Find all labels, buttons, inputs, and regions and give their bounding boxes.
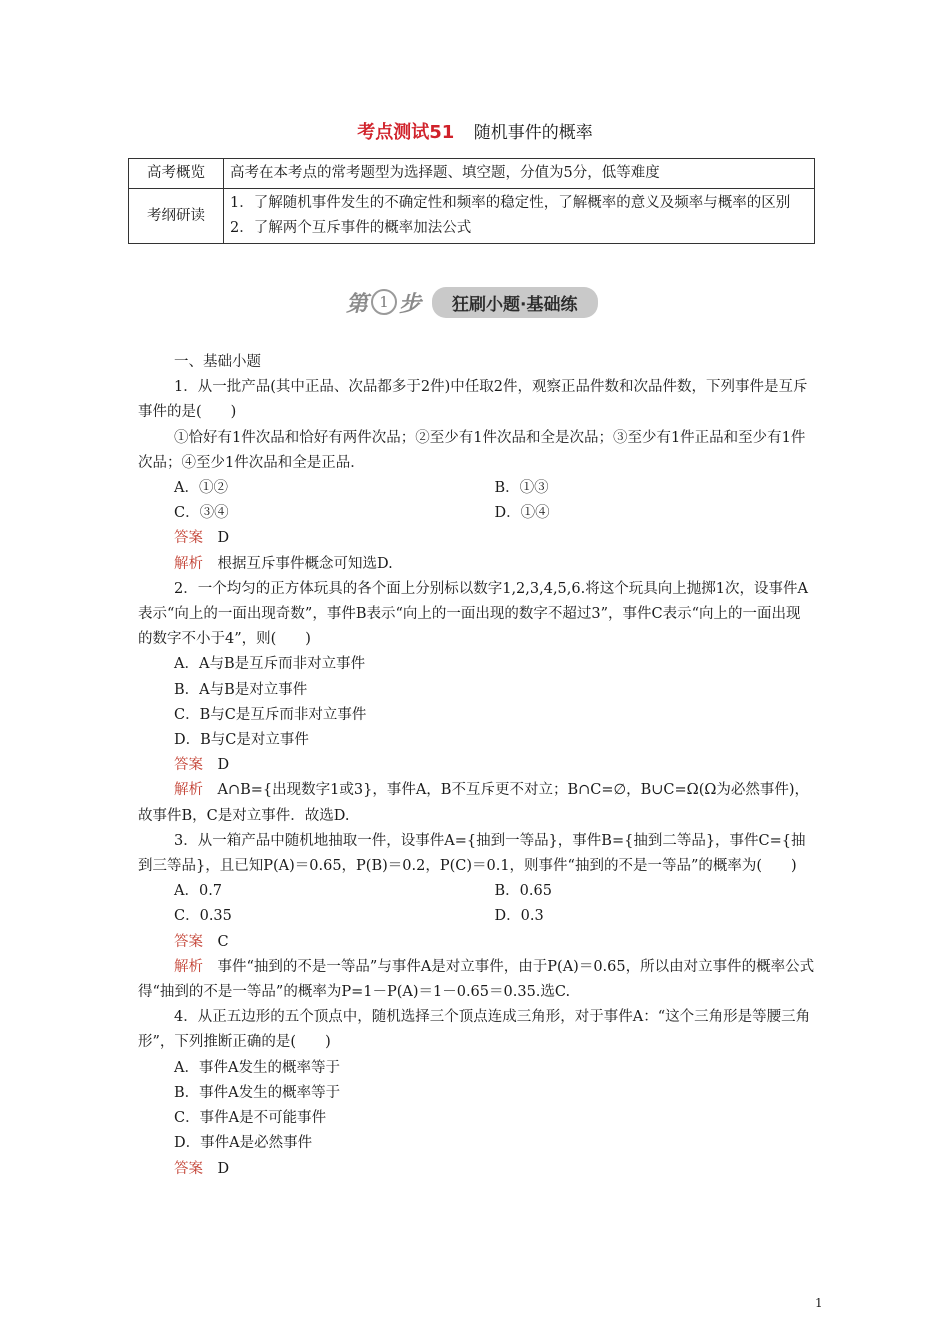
q1-answer xyxy=(138,526,815,551)
q2-stem: 2．一个均匀的正方体玩具的各个面上分别标以数字1,2,3,4,5,6.将这个玩具向上抛掷1次，设事件A表示“向上的一面出现奇数”，事件B表示“向上的一面出现的数字不超过3”，事件C表示“向上的一面出现的数字不小于4”，则( ) xyxy=(138,580,808,648)
q3-analysis xyxy=(138,955,815,1005)
answer-label: 答案 xyxy=(174,757,203,774)
analysis-label: 解析 xyxy=(174,958,203,975)
option: C．0.35 xyxy=(174,908,232,925)
table-value: 高考在本考点的常考题型为选择题、填空题，分值为5分，低等难度 xyxy=(224,159,815,189)
q3-options-row xyxy=(138,904,815,929)
q1-items: ①恰好有1件次品和恰好有两件次品；②至少有1件次品和全是次品；③至少有1件正品和至少有1件次品；④至少1件次品和全是正品． xyxy=(138,429,806,471)
option: D．事件A是必然事件 xyxy=(174,1135,313,1152)
option: A．①② xyxy=(174,480,228,497)
option: D．0.3 xyxy=(494,908,544,925)
table-value xyxy=(224,189,815,244)
title-main: 考点测试51 xyxy=(357,122,455,143)
analysis-text: 根据互斥事件概念可知选D. xyxy=(217,555,393,572)
option: A．A与B是互斥而非对立事件 xyxy=(174,656,366,673)
option: C．③④ xyxy=(174,505,229,522)
answer-value: C xyxy=(217,933,229,950)
q2-answer xyxy=(138,753,815,778)
title-sub: 随机事件的概率 xyxy=(473,123,593,143)
overview-table xyxy=(128,158,815,244)
answer-label: 答案 xyxy=(174,933,203,950)
section-heading: 一、基础小题 xyxy=(174,354,261,370)
option: A．事件A发生的概率等于 xyxy=(174,1059,340,1076)
table-value-line: 1．了解随机事件发生的不确定性和频率的稳定性，了解概率的意义及频率与概率的区别 xyxy=(230,195,791,211)
page-title xyxy=(0,120,950,146)
option: B．①③ xyxy=(494,480,549,497)
step-number-badge: 1 xyxy=(371,289,397,315)
step-prefix: 第 xyxy=(346,291,370,317)
option: D．B与C是对立事件 xyxy=(174,732,309,749)
q4-answer xyxy=(138,1157,815,1182)
table-row xyxy=(129,189,815,244)
option: B．事件A发生的概率等于 xyxy=(174,1084,341,1101)
step-banner xyxy=(346,286,598,318)
q3-options-row xyxy=(138,879,815,904)
table-key: 考纲研读 xyxy=(129,189,224,244)
question-content xyxy=(138,350,815,1182)
option: B．A与B是对立事件 xyxy=(174,681,308,698)
option: D．①④ xyxy=(494,505,550,522)
analysis-label: 解析 xyxy=(174,782,203,799)
answer-label: 答案 xyxy=(174,530,203,547)
answer-value: D xyxy=(217,757,230,774)
step-suffix: 步 xyxy=(399,291,423,317)
option: C．B与C是互斥而非对立事件 xyxy=(174,706,367,723)
q3-answer xyxy=(138,930,815,955)
analysis-text: 事件“抽到的不是一等品”与事件A是对立事件，由于P(A)＝0.65，所以由对立事件的概率公式得“抽到的不是一等品”的概率为P=1－P(A)＝1－0.65＝0.35.选C. xyxy=(138,958,815,1001)
q3-stem: 3．从一箱产品中随机地抽取一件，设事件A={抽到一等品}，事件B={抽到二等品}，事件C={抽到三等品}，且已知P(A)＝0.65，P(B)＝0.2，P(C)＝0.1，则事件“抽到的不是一等品”的概率为( ) xyxy=(138,832,806,875)
answer-value: D xyxy=(217,530,230,547)
table-key: 高考概览 xyxy=(129,159,224,189)
table-row xyxy=(129,159,815,189)
q2-analysis xyxy=(138,778,815,828)
q1-options-row xyxy=(138,476,815,501)
analysis-text: A∩B={出现数字1或3}，事件A，B不互斥更不对立；B∩C=∅，B∪C=Ω(Ω为必然事件)，故事件B，C是对立事件．故选D. xyxy=(138,782,810,824)
answer-label: 答案 xyxy=(174,1160,203,1177)
q1-analysis xyxy=(138,552,815,577)
analysis-label: 解析 xyxy=(174,555,203,572)
option: C．事件A是不可能事件 xyxy=(174,1110,327,1127)
q1-options-row xyxy=(138,501,815,526)
q1-stem: 1．从一批产品(其中正品、次品都多于2件)中任取2件，观察正品件数和次品件数，下列事件是互斥事件的是( ) xyxy=(138,379,808,421)
option: B．0.65 xyxy=(494,883,552,900)
step-pill: 狂刷小题·基础练 xyxy=(432,287,597,318)
answer-value: D xyxy=(217,1160,230,1177)
table-value-line: 2．了解两个互斥事件的概率加法公式 xyxy=(230,220,472,236)
q4-stem: 4．从正五边形的五个顶点中，随机选择三个顶点连成三角形，对于事件A：“这个三角形是等腰三角形”，下列推断正确的是( ) xyxy=(138,1009,811,1051)
option: A．0.7 xyxy=(174,883,223,900)
page-number: 1 xyxy=(815,1296,823,1310)
